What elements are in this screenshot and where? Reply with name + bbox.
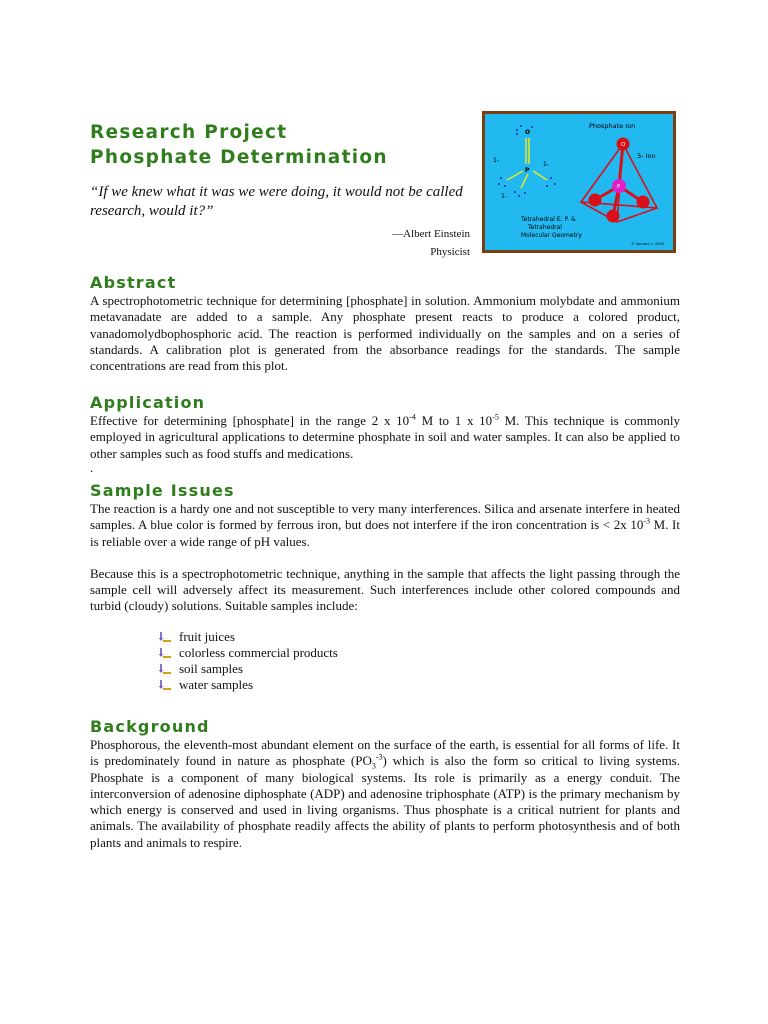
title-line-1: Research Project	[90, 122, 288, 143]
phosphate-ion-figure	[482, 111, 676, 253]
tetrahedron-model	[581, 138, 657, 223]
figure-caption-top: Phosphate Ion	[589, 122, 636, 130]
list-item	[158, 661, 680, 677]
background-subscript: 3	[371, 761, 376, 771]
figure-desc-line-2: Tetrahedral	[528, 224, 562, 231]
background-text-b: ) which is also the form so critical to living systems. Phosphate is a component of many biological systems. Its role is primarily as a energy conduit. The interconversion of adenosine diphosphate (ADP) and adenosine triphosphate (ATP) is the primary mechanism by which energy is conserved and used in living organisms. Thus phosphate is a critical nutrient for plants and animals. The availability of phosphate readily affects the ability of plants to perform photosynthesis and of both plants and animals to respire.	[90, 753, 680, 850]
phosphate-ion-diagram	[485, 114, 673, 250]
suitable-samples-list	[158, 629, 680, 694]
background-superscript: -3	[375, 752, 383, 762]
quote-author: —Albert Einstein	[392, 228, 470, 240]
lewis-structure	[493, 125, 556, 200]
arrow-bullet-icon	[158, 647, 172, 659]
atom-oxygen-top: O	[621, 142, 626, 148]
application-text-b: M to 1 x 10	[415, 413, 493, 428]
list-item-label: fruit juices	[179, 628, 235, 644]
abstract-body: A spectrophotometric technique for determining [phosphate] in solution. Ammonium molybdate and ammonium metavanadate are added to a sample. Any phosphate present reacts to produce a colored product, vanadomolydbophosphoric acid. The reaction is performed individually on the samples and on a series of standards. A calibration plot is generated from the absorbance readings for the standards. The sample concentrations are read from this plot.	[90, 293, 680, 374]
list-item	[158, 645, 680, 661]
epigraph-quote: “If we knew what it was we were doing, it would not be called research, would it?”	[90, 184, 463, 219]
sample-issues-text-a: The reaction is a hardy one and not susceptible to very many interferences. Silica and arsenate interfere in heated samples. A blue color is formed by ferrous iron, but does not interfere if the iron concentration is < 2x 10	[90, 501, 680, 533]
application-text-c: M. This technique is commonly employed in agricultural applications to determine phosphate in soil and water samples. It can also be applied to other samples such as food stuffs and medications.	[90, 413, 681, 461]
abstract-heading: Abstract	[90, 273, 177, 292]
document-page	[90, 0, 680, 1024]
background-body	[90, 737, 680, 851]
sample-issues-text-b: M. It is reliable over a wide range of pH values.	[90, 517, 681, 549]
list-item	[158, 629, 680, 645]
arrow-bullet-icon	[158, 679, 172, 691]
title-line-2: Phosphate Determination	[90, 147, 388, 168]
application-body	[90, 413, 680, 462]
application-trailing-dot: .	[90, 459, 94, 475]
sample-issues-section	[90, 481, 680, 694]
list-item	[158, 677, 680, 693]
abstract-section	[90, 273, 680, 374]
background-text-a: Phosphorous, the eleventh-most abundant element on the surface of the earth, is essential for all forms of life. It is predominately found in nature as phosphate (PO	[90, 737, 680, 769]
lewis-charge-right: 1-	[543, 161, 549, 168]
figure-desc-line-3: Molecular Geometry	[521, 232, 582, 239]
application-heading: Application	[90, 393, 206, 412]
quote-author-role: Physicist	[430, 246, 470, 258]
lewis-oxygen-top: O	[525, 129, 531, 136]
sample-issues-exponent: -3	[643, 516, 651, 526]
application-exponent-a: -4	[409, 412, 416, 422]
figure-copyright: © Sprusel, c. 2003	[631, 242, 664, 246]
background-section	[90, 717, 680, 851]
list-item-label: water samples	[179, 677, 254, 693]
arrow-bullet-icon	[158, 631, 172, 643]
background-heading: Background	[90, 717, 210, 736]
lewis-charge-left: 1-	[493, 157, 499, 164]
quote-attribution	[392, 225, 470, 261]
application-exponent-b: -5	[492, 412, 499, 422]
application-text-a: Effective for determining [phosphate] in the range 2 x 10	[90, 413, 410, 428]
figure-desc-line-1: Tetrahedral E. P. &	[521, 216, 576, 223]
figure-charge-label: 3- Ion	[637, 152, 656, 160]
application-section	[90, 393, 680, 474]
sample-issues-paragraph-1	[90, 501, 680, 550]
list-item-label: colorless commercial products	[179, 644, 338, 660]
lewis-charge-bottom: 1-	[501, 193, 507, 200]
atom-phosphorus: P	[617, 184, 621, 190]
lewis-phosphorus: P	[525, 167, 530, 174]
sample-issues-paragraph-2: Because this is a spectrophotometric technique, anything in the sample that affects the light passing through the sample cell will adversely affect its measurement. Such interferences include other colored compounds and turbid (cloudy) solutions. Suitable samples include:	[90, 565, 680, 614]
page-title	[90, 120, 388, 170]
sample-issues-heading: Sample Issues	[90, 481, 235, 500]
arrow-bullet-icon	[158, 663, 172, 675]
list-item-label: soil samples	[179, 661, 243, 677]
